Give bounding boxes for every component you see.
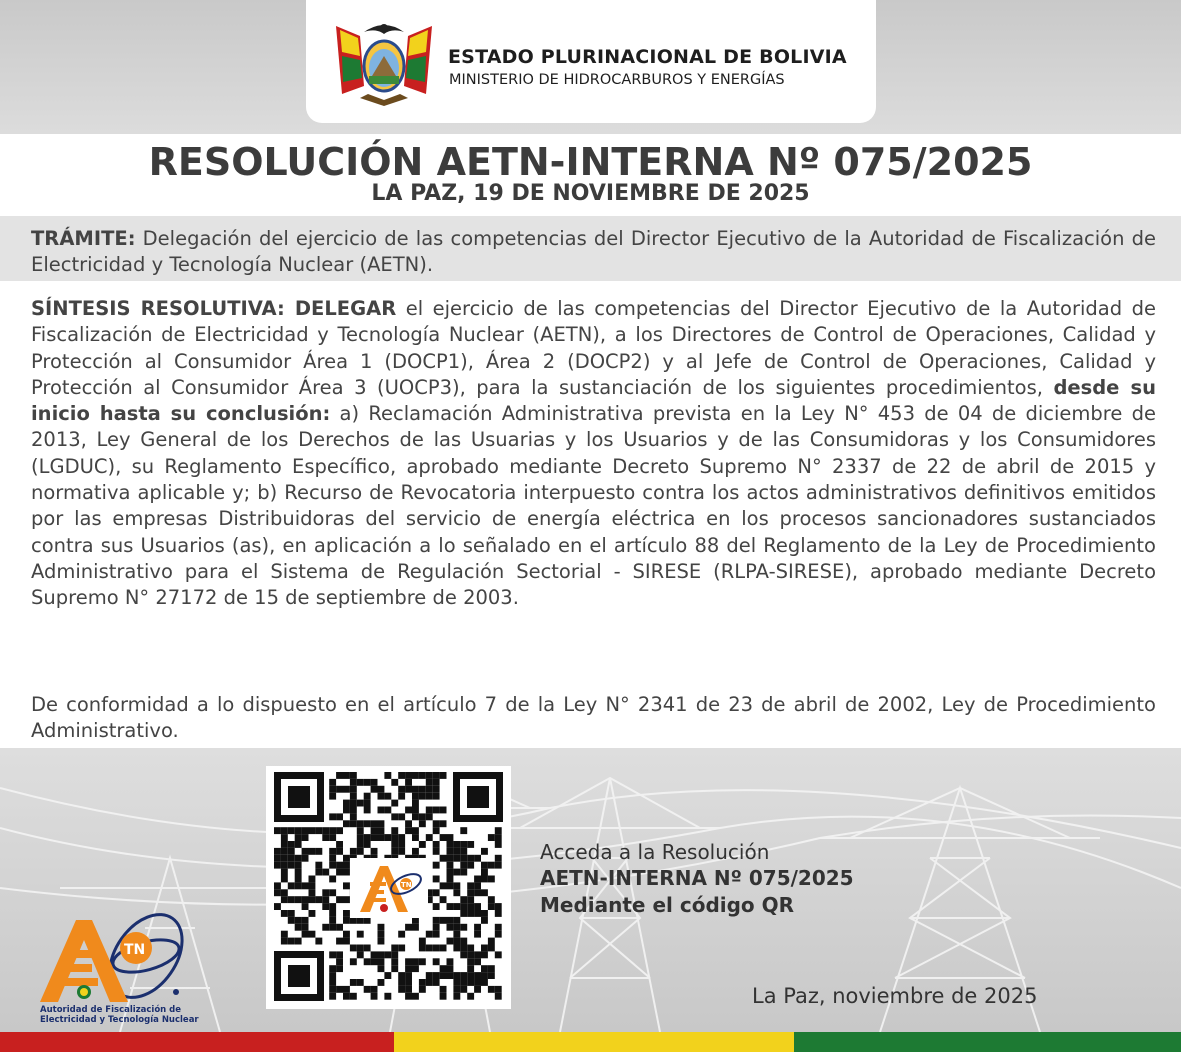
state-name: ESTADO PLURINACIONAL DE BOLIVIA xyxy=(448,46,847,68)
qr-caption-resolution: AETN-INTERNA Nº 075/2025 xyxy=(540,866,854,890)
flag-stripe-green xyxy=(794,1032,1181,1052)
sintesis-text-1: el ejercicio de las competencias del Director Ejecutivo de la Autoridad de Fiscalización de Electricidad y Tecnología Nuclear (AETN), a los Directores de Control de Operaciones, Calidad y Protección al Consumidor Área 1 (DOCP1), Área 2 (DOCP2) y al Jefe de Control de Operaciones, Calidad y Protección al Consumidor Área 3 (UOCP3), para la sustanciación de los siguientes procedimientos, xyxy=(31,297,1156,399)
qr-code[interactable] xyxy=(266,766,511,1009)
sintesis-label: SÍNTESIS RESOLUTIVA: DELEGAR xyxy=(31,297,397,320)
logo-caption-1: Autoridad de Fiscalización de xyxy=(40,1005,182,1015)
qr-caption-line-3: Mediante el código QR xyxy=(540,893,795,917)
bolivia-coat-of-arms-icon xyxy=(330,16,438,112)
ministry-name: MINISTERIO DE HIDROCARBUROS Y ENERGÍAS xyxy=(449,72,785,88)
qr-caption-line-1: Acceda a la Resolución xyxy=(540,840,770,864)
conformidad-paragraph: De conformidad a lo dispuesto en el artículo 7 de la Ley N° 2341 de 23 de abril de 2002, Ley de Procedimiento Administrativo. xyxy=(31,693,1156,742)
sintesis-text-2: a) Reclamación Administrativa prevista en la Ley N° 453 de 04 de diciembre de 2013, Ley General de los Derechos de las Usuarias y los Usuarios y de las Consumidoras y los Consumidores (LGDUC), su Reglamento Específico, aprobado mediante Decreto Supremo N° 2337 de 22 de abril de 2015 y normativa aplicable y; b) Recurso de Revocatoria interpuesto contra los actos administrativos definitivos emitidos por las empresas Distribuidoras del servicio de energía eléctrica en los procesos sancionadores sustanciados contra sus Usuarios (as), en aplicación a lo señalado en el artículo 88 del Reglamento de la Ley de Procedimiento Administrativo para el Sistema de Regulación Sectorial - SIRESE (RLPA-SIRESE), aprobado mediante Decreto Supremo N° 27172 de 15 de septiembre de 2003. xyxy=(31,402,1156,610)
tramite-paragraph xyxy=(31,226,1156,278)
svg-text:TN: TN xyxy=(401,881,412,889)
qr-code-icon xyxy=(266,766,511,1009)
resolution-date: LA PAZ, 19 DE NOVIEMBRE DE 2025 xyxy=(371,181,810,206)
flag-stripe-red xyxy=(0,1032,394,1052)
sintesis-paragraph xyxy=(31,296,1156,612)
logo-caption-2: Electricidad y Tecnología Nuclear xyxy=(40,1015,199,1025)
tramite-text: Delegación del ejercicio de las competencias del Director Ejecutivo de la Autoridad de Fiscalización de Electricidad y Tecnología Nuclear (AETN). xyxy=(31,227,1156,276)
resolution-title: RESOLUCIÓN AETN-INTERNA Nº 075/2025 xyxy=(148,140,1033,184)
tramite-label: TRÁMITE: xyxy=(31,227,136,250)
sintesis-emphasis: desde su inicio hasta su conclusión: xyxy=(31,375,1156,426)
svg-text:TN: TN xyxy=(124,942,146,958)
place-date: La Paz, noviembre de 2025 xyxy=(752,984,1038,1008)
flag-stripe-yellow xyxy=(394,1032,794,1052)
